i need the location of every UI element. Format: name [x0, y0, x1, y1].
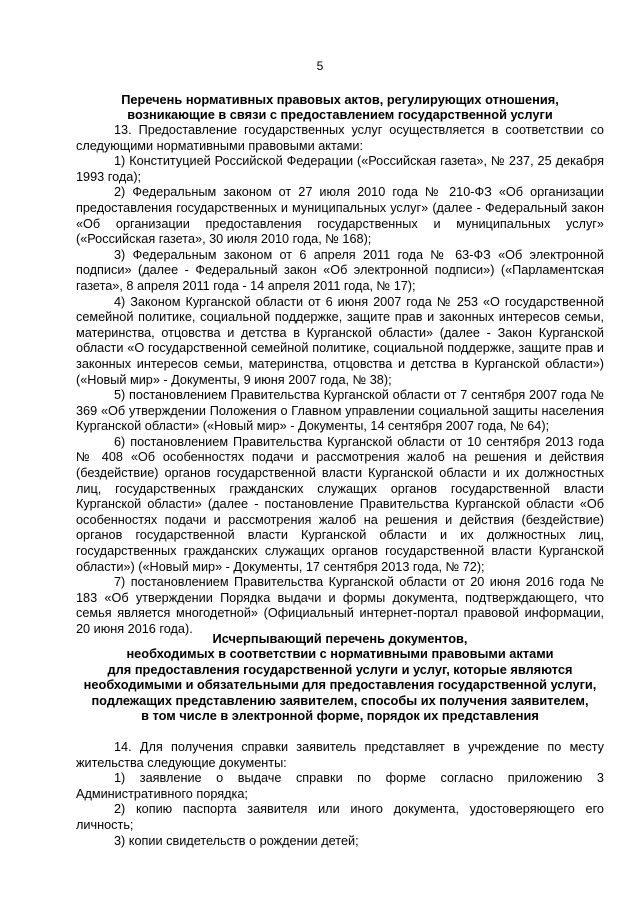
heading-line: возникающие в связи с предоставлением государственной услуги [127, 107, 553, 123]
heading-line: в том числе в электронной форме, порядок их представления [141, 708, 539, 724]
list-item-application: 1) заявление о выдаче справки по форме согласно приложению 3 Административного порядка; [76, 771, 604, 801]
section-heading-documents [76, 631, 604, 723]
section-body-documents [76, 740, 604, 849]
heading-line: для предоставления государственной услуги и услуг, которые являются [107, 661, 573, 677]
section-heading-regulatory-acts [76, 92, 604, 123]
heading-line: подлежащих представлению заявителем, способы их получения заявителем, [91, 692, 589, 708]
list-item-birth-certificates: 3) копии свидетельств о рождении детей; [114, 833, 359, 848]
heading-line: необходимыми и обязательными для предоставления государственной услуги, [83, 677, 597, 693]
section-body-regulatory-acts [76, 123, 604, 638]
list-item-resolution-408: 6) постановлением Правительства Курганской области от 10 сентября 2013 года № 408 «Об особенностях подачи и рассмотрения жалоб на решения и действия (бездействие) органов государственной власти Курганской области и их должностных лиц, государственных гражданских служащих органов государственной власти Курганской области» (далее - постановление Правительства Курганской области «Об особенностях подачи и рассмотрения жалоб на решения и действия (бездействие) органов государственной власти Курганской области и их должностных лиц, государственных гражданских служащих органов государственной власти Курганской области») («Новый мир» - Документы, 17 сентября 2013 года, № 72); [76, 434, 604, 574]
list-item-law-210: 2) Федеральным законом от 27 июля 2010 года № 210-ФЗ «Об организации предоставления государственных и муниципальных услуг» (далее - Федеральный закон «Об организации предоставления государственных и муниципальных услуг» («Российская газета», 30 июля 2010 года, № 168); [76, 185, 604, 247]
list-item-resolution-183: 7) постановлением Правительства Курганской области от 20 июня 2016 года № 183 «Об утверждении Порядка выдачи и формы документа, подтверждающего, что семья является многодетной» (Официальный интернет-портал правовой информации, 20 июня 2016 года). [76, 575, 604, 636]
list-item-constitution: 1) Конституцией Российской Федерации («Российская газета», № 237, 25 декабря 1993 года); [76, 154, 604, 184]
list-item-resolution-369: 5) постановлением Правительства Курганской области от 7 сентября 2007 года № 369 «Об утверждении Положения о Главном управлении социальной защиты населения Курганской области» («Новый мир» - Документы, 14 сентября 2007 года, № 64); [76, 388, 604, 434]
page-number: 5 [316, 59, 324, 73]
list-item-law-253: 4) Законом Курганской области от 6 июня 2007 года № 253 «О государственной семейной политике, социальной поддержке, защите прав и законных интересов семьи, материнства, отцовства и детства в Курганской области» (далее - Закон Курганской области «О государственной семейной политике, социальной поддержке, защите прав и законных интересов семьи, материнства, отцовства и детства в Курганской области») («Новый мир» - Документы, 9 июня 2007 года, № 38); [76, 294, 604, 387]
heading-line: необходимых в соответствии с нормативными правовыми актами [126, 646, 554, 662]
heading-line: Исчерпывающий перечень документов, [212, 631, 468, 646]
paragraph-14: 14. Для получения справки заявитель представляет в учреждение по месту жительства следующие документы: [76, 740, 604, 770]
paragraph-13: 13. Предоставление государственных услуг осуществляется в соответствии со следующими нормативными правовыми актами: [76, 123, 604, 153]
list-item-law-63: 3) Федеральным законом от 6 апреля 2011 года № 63-ФЗ «Об электронной подписи» (далее - Федеральный закон «Об электронной подписи») («Парламентская газета», 8 апреля 2011 года - 14 апреля 2011 года, № 17); [76, 247, 604, 293]
list-item-passport-copy: 2) копию паспорта заявителя или иного документа, удостоверяющего его личность; [76, 802, 604, 832]
heading-line: Перечень нормативных правовых актов, регулирующих отношения, [121, 92, 559, 107]
